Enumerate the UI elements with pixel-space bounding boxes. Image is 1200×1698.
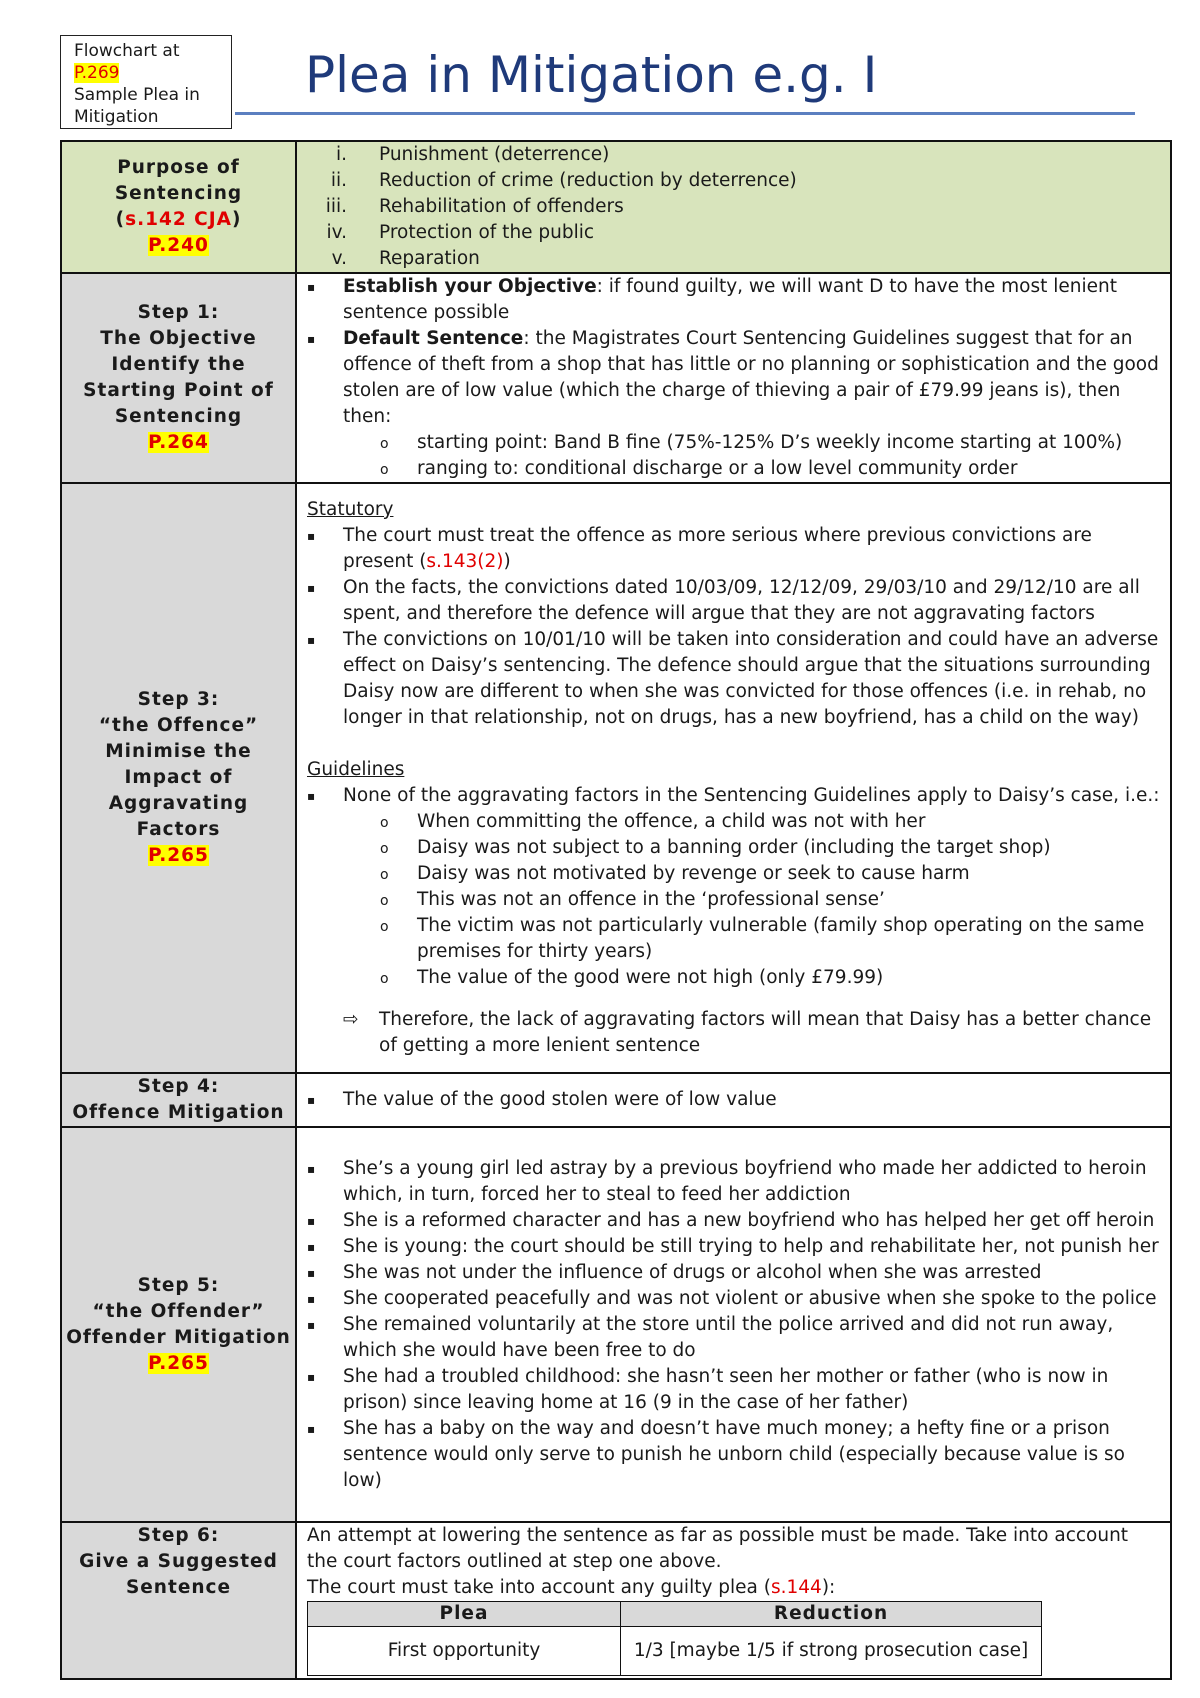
purpose-item-text: Reduction of crime (reduction by deterrence) bbox=[379, 170, 797, 191]
plea-table-row bbox=[308, 1627, 1042, 1676]
paren-close: ) bbox=[231, 209, 242, 230]
step5-label-cell bbox=[61, 1127, 296, 1522]
step5-label-1: Step 5: bbox=[137, 1274, 220, 1296]
purpose-item bbox=[307, 142, 1162, 168]
purpose-label-1: Purpose of bbox=[117, 157, 240, 178]
purpose-label-3 bbox=[66, 207, 291, 233]
reduction-cell: 1/3 [maybe 1/5 if strong prosecution case] bbox=[621, 1627, 1042, 1676]
plea-table-header bbox=[308, 1602, 1042, 1627]
note-line-1: Flowchart at bbox=[74, 41, 180, 61]
purpose-label-2: Sentencing bbox=[114, 183, 243, 204]
purpose-item-text: Rehabilitation of offenders bbox=[379, 196, 624, 217]
bullet bbox=[307, 274, 1162, 326]
plea-reduction-table bbox=[307, 1601, 1042, 1676]
statutory-heading: Statutory bbox=[307, 499, 394, 520]
purpose-item-text: Protection of the public bbox=[379, 222, 595, 243]
bullet-text: : if found guilty, we will want D to have the most lenient sentence possible bbox=[343, 276, 1118, 323]
bullet: ▪ She is a reformed character and has a new boyfriend who has helped her get off heroin bbox=[307, 1208, 1162, 1234]
roman-numeral: iii. bbox=[325, 196, 347, 217]
bullet-text: The court must treat the offence as more serious where previous convictions are present ( bbox=[343, 525, 1092, 572]
conclusion-arrow-item: ⇨ Therefore, the lack of aggravating factors will mean that Daisy has a better chance of getting a more lenient sentence bbox=[307, 1007, 1162, 1059]
step5-label-3: Offender Mitigation bbox=[66, 1326, 291, 1348]
sub-bullet: o When committing the offence, a child was not with her bbox=[307, 809, 1162, 835]
bullet: ▪ She had a troubled childhood: she hasn’t seen her mother or father (who is now in prison) since leaving home at 16 (9 in the case of her father) bbox=[307, 1364, 1162, 1416]
purpose-item-text: Punishment (deterrence) bbox=[379, 144, 610, 165]
sub-bullet: o ranging to: conditional discharge or a low level community order bbox=[307, 456, 1162, 482]
bullet: ▪ She cooperated peacefully and was not violent or abusive when she spoke to the police bbox=[307, 1286, 1162, 1312]
bullet-bold: Establish your Objective bbox=[343, 276, 597, 297]
step4-content-cell bbox=[296, 1073, 1171, 1127]
paragraph-text: The court must take into account any guilty plea ( bbox=[307, 1577, 771, 1598]
sub-bullet: o The value of the good were not high (only £79.99) bbox=[307, 965, 1162, 991]
step5-label-2: “the Offender” bbox=[92, 1300, 265, 1322]
row-step-6 bbox=[61, 1522, 1171, 1679]
paragraph-end: ): bbox=[821, 1577, 836, 1598]
sub-bullet: o Daisy was not motivated by revenge or seek to cause harm bbox=[307, 861, 1162, 887]
bullet: ▪ She was not under the influence of drugs or alcohol when she was arrested bbox=[307, 1260, 1162, 1286]
step6-content-cell bbox=[296, 1522, 1171, 1679]
step6-paragraph-2 bbox=[307, 1575, 1162, 1601]
guidelines-heading: Guidelines bbox=[307, 759, 405, 780]
bullet: ▪ She’s a young girl led astray by a previous boyfriend who made her addicted to heroin which, in turn, forced her to steal to feed her addiction bbox=[307, 1156, 1162, 1208]
step1-label-3: Identify the Starting Point of Sentencing bbox=[83, 354, 274, 427]
step6-paragraph-1: An attempt at lowering the sentence as far as possible must be made. Take into account the court factors outlined at step one above. bbox=[307, 1525, 1129, 1572]
step4-label-1: Step 4: bbox=[137, 1076, 220, 1097]
step3-label-1: Step 3: bbox=[137, 689, 220, 710]
roman-numeral: i. bbox=[335, 144, 347, 165]
statute-ref: s.143(2) bbox=[426, 551, 504, 572]
step3-page-ref: P.265 bbox=[148, 845, 209, 866]
step3-label-3: Minimise the Impact of Aggravating Factors bbox=[105, 741, 252, 840]
step5-content-cell bbox=[296, 1127, 1171, 1522]
note-page-ref: P.269 bbox=[74, 63, 120, 83]
purpose-page-ref: P.240 bbox=[148, 235, 209, 256]
bullet: ▪ She remained voluntarily at the store until the police arrived and did not run away, which she would have been free to do bbox=[307, 1312, 1162, 1364]
step6-label-cell bbox=[61, 1522, 296, 1679]
bullet-bold: Default Sentence bbox=[343, 328, 524, 349]
roman-numeral: v. bbox=[331, 248, 347, 269]
plea-cell: First opportunity bbox=[308, 1627, 621, 1676]
step6-label-2: Give a Suggested Sentence bbox=[79, 1551, 278, 1598]
paren-close: ) bbox=[503, 551, 511, 572]
step3-label-2: “the Offence” bbox=[98, 715, 259, 736]
sub-bullet: o starting point: Band B fine (75%-125% D’s weekly income starting at 100%) bbox=[307, 430, 1162, 456]
sub-bullet: o This was not an offence in the ‘professional sense’ bbox=[307, 887, 1162, 913]
step5-page-ref: P.265 bbox=[148, 1352, 209, 1374]
row-step-1 bbox=[61, 273, 1171, 483]
row-step-5 bbox=[61, 1127, 1171, 1522]
purpose-item bbox=[307, 246, 1162, 272]
paren-open: ( bbox=[115, 209, 126, 230]
flowchart-reference-box bbox=[60, 35, 232, 129]
mitigation-table bbox=[60, 140, 1172, 1680]
roman-numeral: ii. bbox=[330, 170, 347, 191]
roman-numeral: iv. bbox=[326, 222, 347, 243]
step1-label-cell bbox=[61, 273, 296, 483]
sub-bullet: o Daisy was not subject to a banning order (including the target shop) bbox=[307, 835, 1162, 861]
purpose-item-text: Reparation bbox=[379, 248, 480, 269]
row-step-4 bbox=[61, 1073, 1171, 1127]
purpose-content-cell bbox=[296, 141, 1171, 273]
purpose-label-cell bbox=[61, 141, 296, 273]
bullet bbox=[307, 523, 1162, 575]
bullet: ▪ The value of the good stolen were of low value bbox=[307, 1087, 1162, 1113]
purpose-item bbox=[307, 194, 1162, 220]
step6-label-1: Step 6: bbox=[137, 1525, 220, 1546]
spacer bbox=[307, 991, 1162, 1007]
step1-label-1: Step 1: bbox=[137, 302, 220, 323]
note-line-2: Sample Plea in Mitigation bbox=[74, 85, 200, 127]
step3-content-cell bbox=[296, 483, 1171, 1073]
step4-label-cell bbox=[61, 1073, 296, 1127]
step1-content-cell bbox=[296, 273, 1171, 483]
sub-bullet: o The victim was not particularly vulnerable (family shop operating on the same premises for thirty years) bbox=[307, 913, 1162, 965]
title-rule bbox=[235, 112, 1135, 115]
bullet: ▪ None of the aggravating factors in the Sentencing Guidelines apply to Daisy’s case, i.e.: bbox=[307, 783, 1162, 809]
step3-label-cell bbox=[61, 483, 296, 1073]
page-title: Plea in Mitigation e.g. I bbox=[305, 46, 878, 104]
purpose-item bbox=[307, 168, 1162, 194]
bullet bbox=[307, 326, 1162, 430]
step4-label-2: Offence Mitigation bbox=[72, 1102, 285, 1123]
row-purpose bbox=[61, 141, 1171, 273]
row-step-3 bbox=[61, 483, 1171, 1073]
step1-page-ref: P.264 bbox=[148, 432, 209, 453]
statute-ref: s.144 bbox=[771, 1577, 822, 1598]
step1-label-2: The Objective bbox=[100, 328, 257, 349]
bullet: ▪ The convictions on 10/01/10 will be taken into consideration and could have an adverse effect on Daisy’s sentencing. The defence should argue that the situations surrounding Daisy now are different to when she was convicted for those offences (i.e. in rehab, no longer in that relationship, not on drugs, has a new boyfriend, has a child on the way) bbox=[307, 627, 1162, 731]
bullet: ▪ She has a baby on the way and doesn’t have much money; a hefty fine or a prison sentence would only serve to punish he unborn child (especially because value is so low) bbox=[307, 1416, 1162, 1494]
bullet-text: : the Magistrates Court Sentencing Guidelines suggest that for an offence of theft from a shop that has little or no planning or sophistication and the good stolen are of low value (which the charge of thieving a pair of £79.99 jeans is), then then: bbox=[343, 328, 1159, 427]
purpose-statute-ref: s.142 CJA bbox=[125, 209, 232, 230]
spacer bbox=[307, 731, 1162, 757]
bullet: ▪ On the facts, the convictions dated 10/03/09, 12/12/09, 29/03/10 and 29/12/10 are all spent, and therefore the defence will argue that they are not aggravating factors bbox=[307, 575, 1162, 627]
reduction-header: Reduction bbox=[621, 1602, 1042, 1627]
purpose-item bbox=[307, 220, 1162, 246]
bullet: ▪ She is young: the court should be still trying to help and rehabilitate her, not punish her bbox=[307, 1234, 1162, 1260]
plea-header: Plea bbox=[308, 1602, 621, 1627]
